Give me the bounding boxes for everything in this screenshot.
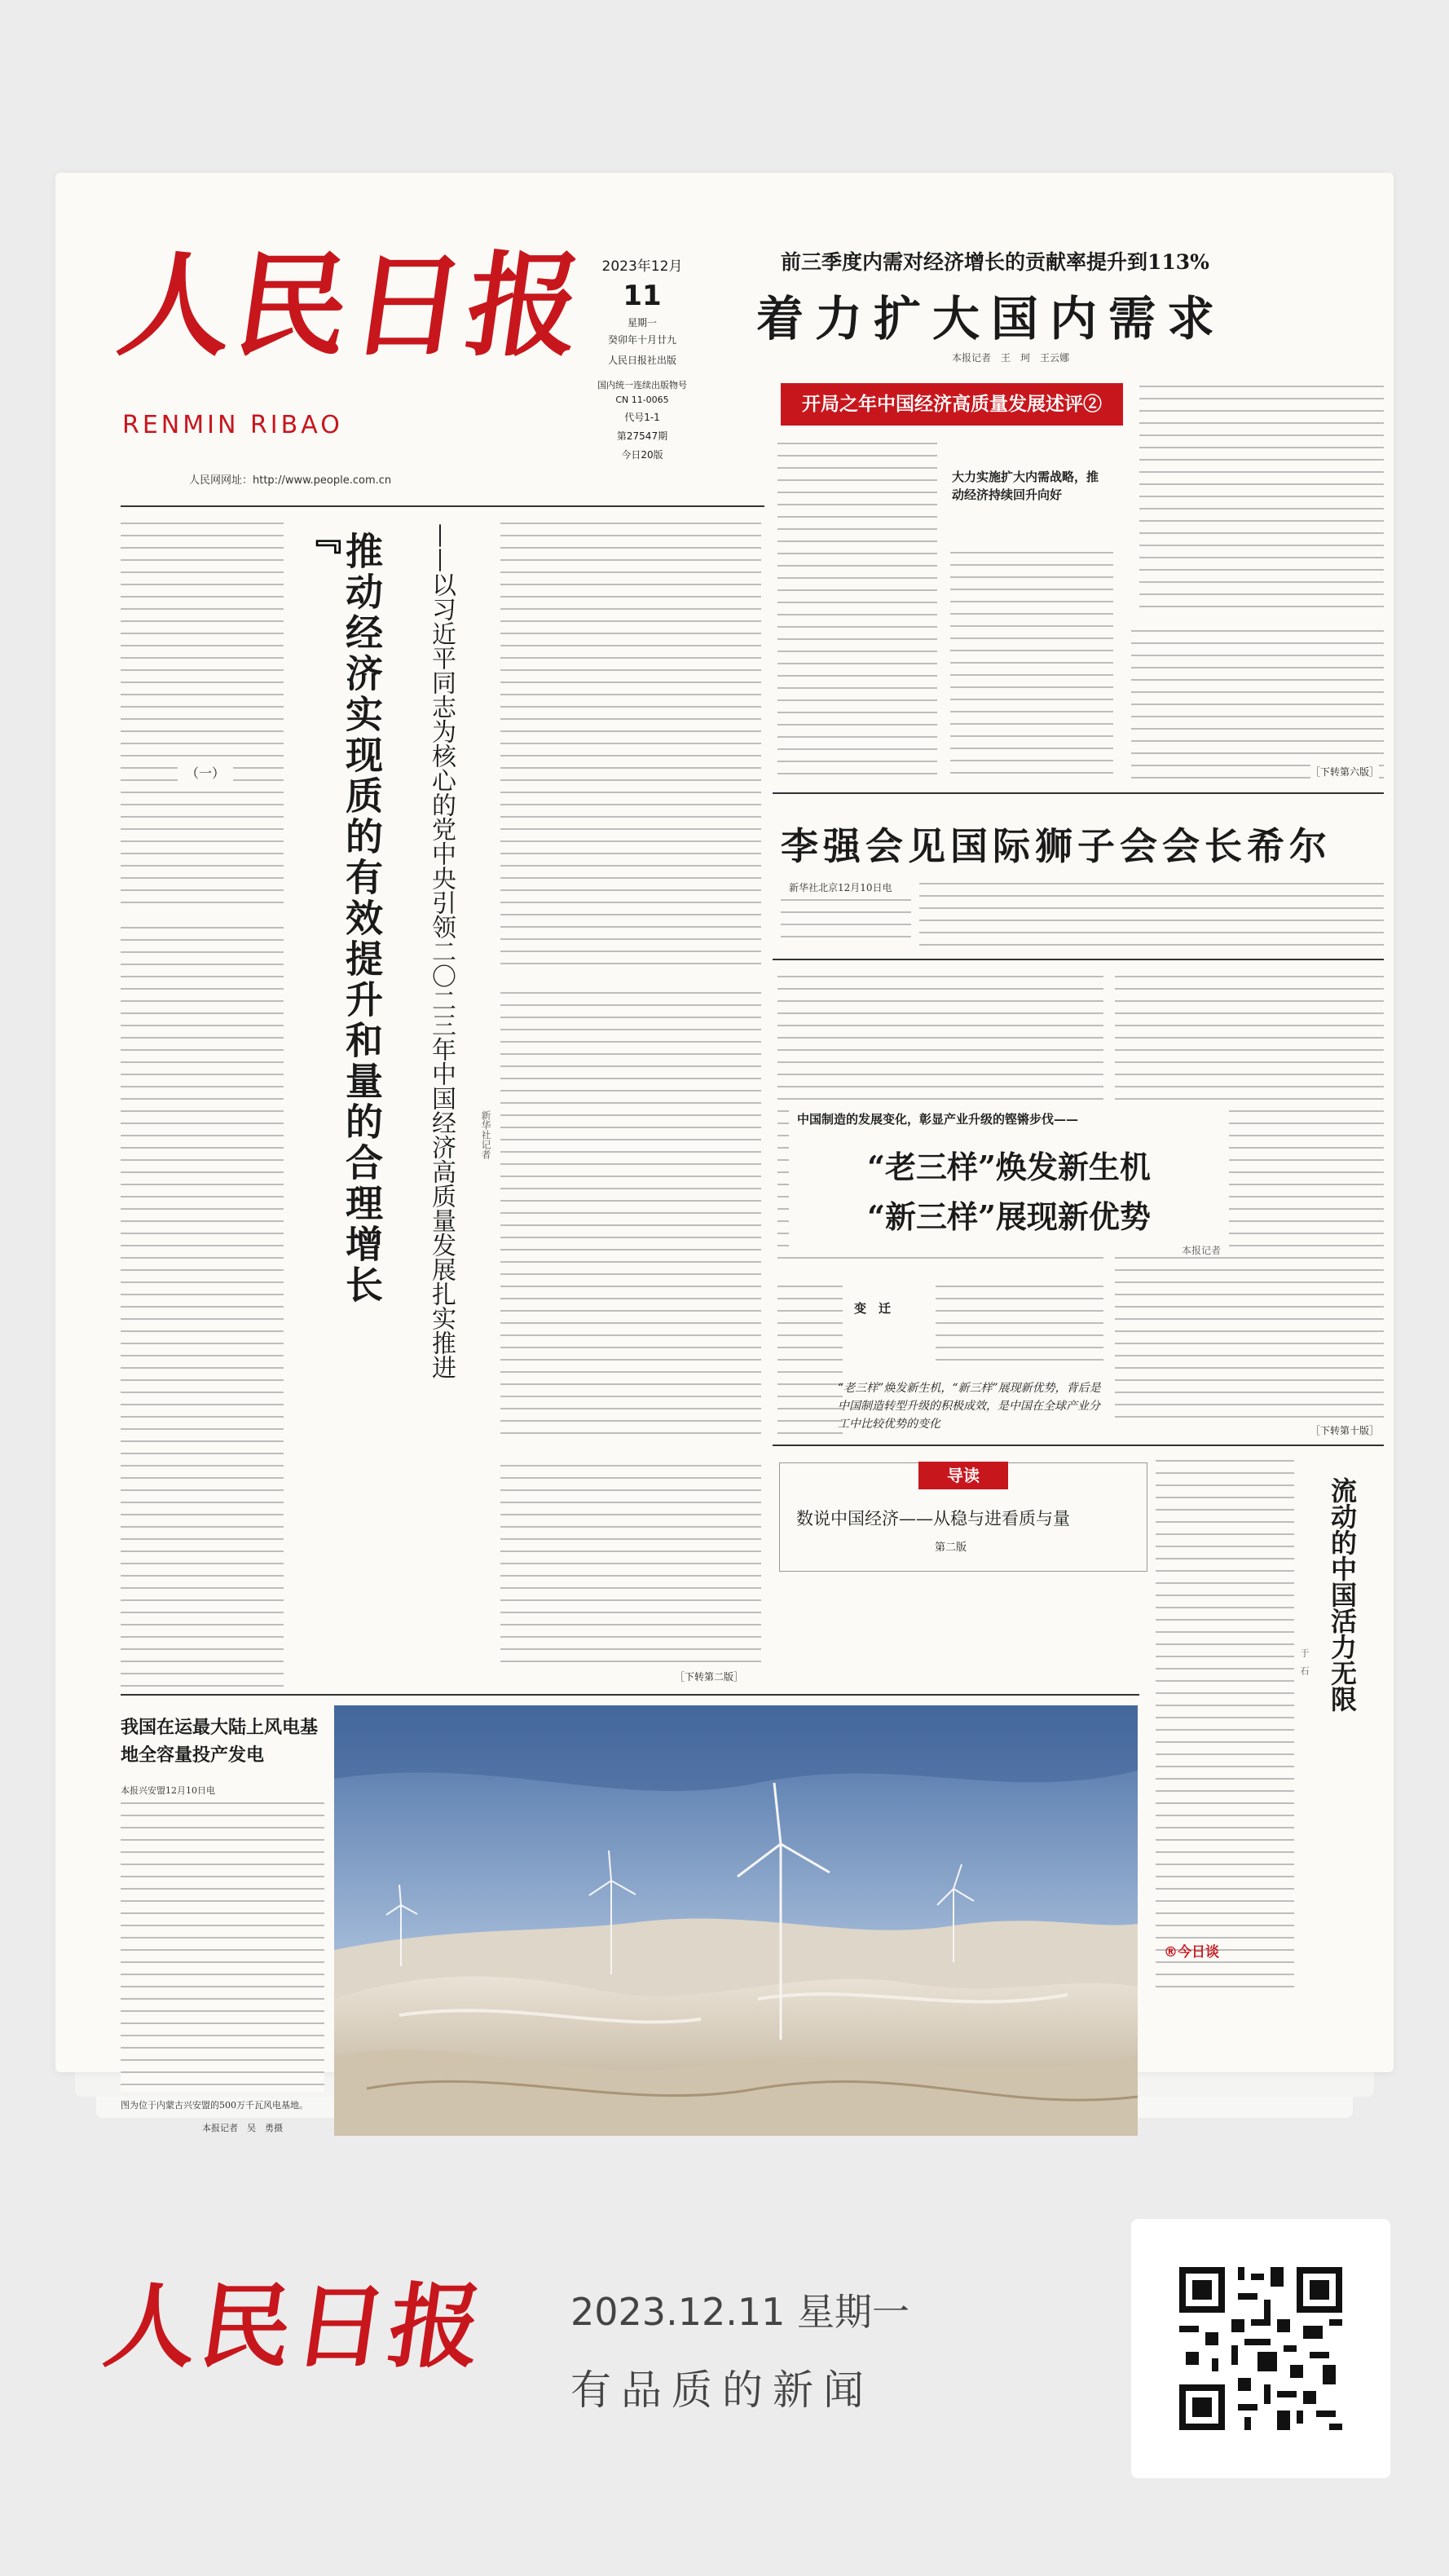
feature-section-title: 变 迁: [854, 1301, 892, 1316]
code-number: 代号1-1: [624, 412, 660, 423]
commentary-bracket: 『: [299, 518, 341, 554]
publisher: 人民日报社出版: [607, 355, 676, 366]
feature-headline-block: [789, 1102, 1229, 1257]
date-year-month: 2023年12月: [601, 258, 683, 275]
sidebar-title: 流动的中国活力无限: [1327, 1477, 1358, 1712]
qr-code-icon: [1179, 2267, 1342, 2430]
commentary-text-column: [500, 988, 761, 1445]
masthead-pinyin: RENMIN RIBAO: [122, 411, 343, 439]
lunar-date: 癸卯年十月廿九: [607, 334, 676, 346]
qr-card[interactable]: [1131, 2219, 1390, 2478]
divider: [773, 1445, 1384, 1446]
commentary-subheadline: ——以习近平同志为核心的党中央引领二〇二三年中国经济高质量发展扎实推进: [427, 523, 456, 1379]
feature-text-column: [777, 1281, 843, 1445]
news2-headline: 李强会见国际狮子会会长希尔: [781, 824, 1332, 868]
issue-number: 第27547期: [616, 430, 668, 442]
news2-text: [781, 895, 911, 947]
page-count: 今日20版: [621, 449, 663, 461]
divider: [773, 792, 1384, 794]
commentary-text-column: [500, 518, 761, 975]
commentary-byline: 新华社记者: [480, 1110, 491, 1159]
divider: [773, 959, 1384, 960]
commentary-continued: ［下转第二版］: [675, 1671, 744, 1683]
website-link[interactable]: 人民网网址：http://www.people.com.cn: [189, 474, 392, 487]
sidebar-byline: 于 石: [1299, 1648, 1310, 1675]
newspaper-page: [55, 173, 1394, 2133]
date-block: [593, 254, 691, 461]
divider: [121, 1694, 1139, 1696]
photo-caption: 图为位于内蒙古兴安盟的500万千瓦风电基地。: [121, 2100, 308, 2111]
news2-dateline: 新华社北京12月10日电: [789, 882, 892, 893]
r-logo-icon: ®: [1164, 1944, 1178, 1961]
lead-text-column: [1139, 382, 1384, 618]
divider: [121, 505, 764, 507]
lead-headline: 着力扩大国内需求: [756, 291, 1227, 346]
photo-credit: 本报记者 吴 勇摄: [202, 2123, 283, 2133]
feature-byline: 本报记者: [1181, 1245, 1221, 1256]
feature-kicker: 中国制造的发展变化，彰显产业升级的铿锵步伐——: [797, 1112, 1079, 1127]
date-day: 11: [623, 280, 662, 312]
series-tag: 开局之年中国经济高质量发展述评②: [781, 383, 1123, 426]
photo-story-dateline: 本报兴安盟12月10日电: [121, 1785, 215, 1796]
feature-pull-quote: “老三样”焕发新生机，“新三样”展现新优势，背后是中国制造转型升级的积极成效，是中国在全球产业分工中比较优势的变化: [838, 1382, 1101, 1431]
sidebar-badge: ®今日谈: [1164, 1944, 1219, 1961]
lead-text-column: [1131, 626, 1384, 781]
feature-text-column: [936, 1281, 1103, 1371]
guide-item[interactable]: 数说中国经济——从稳与进看质与量: [796, 1509, 1070, 1528]
footer-logo: 人民日报: [98, 2274, 492, 2380]
cn-number: CN 11-0065: [615, 395, 669, 405]
feature-headline-1: “老三样”焕发新生机: [867, 1149, 1151, 1185]
footer-slogan: 有品质的新闻: [570, 2366, 874, 2414]
lead-kicker: 前三季度内需对经济增长的贡献率提升到113%: [781, 250, 1209, 274]
feature-continued: ［下转第十版］: [1310, 1425, 1380, 1436]
lead-subhead: 大力实施扩大内需战略，推动经济持续回升向好: [952, 470, 1099, 502]
issn-label: 国内统一连续出版物号: [597, 380, 687, 390]
guide-label: 导读: [918, 1462, 1008, 1489]
commentary-text-column: [121, 518, 284, 910]
lead-text-column: [950, 548, 1113, 781]
photo-story-headline: 我国在运最大陆上风电基地全容量投产发电: [121, 1717, 319, 1766]
photo-story-text: [121, 1798, 324, 2092]
commentary-text-column: [121, 923, 284, 1689]
commentary-text-column: [500, 1461, 761, 1673]
lead-continued: ［下转第六版］: [1310, 766, 1380, 778]
news2-text: [919, 879, 1384, 947]
sidebar-text-column: [1156, 1456, 1294, 1994]
wind-farm-photo: [334, 1705, 1138, 2136]
lead-text-column: [777, 439, 937, 781]
lead-byline: 本报记者 王 珂 王云娜: [952, 352, 1070, 364]
footer-date: 2023.12.11 星期一: [570, 2290, 909, 2334]
section-marker: （一）: [178, 760, 233, 785]
masthead-logo: 人民日报: [111, 239, 593, 372]
guide-page: 第二版: [935, 1542, 967, 1554]
commentary-headline: 推动经济实现质的有效提升和量的合理增长: [340, 532, 384, 1306]
feature-headline-2: “新三样”展现新优势: [867, 1198, 1151, 1235]
date-weekday: 星期一: [627, 317, 657, 329]
guide-box: [779, 1462, 1147, 1572]
